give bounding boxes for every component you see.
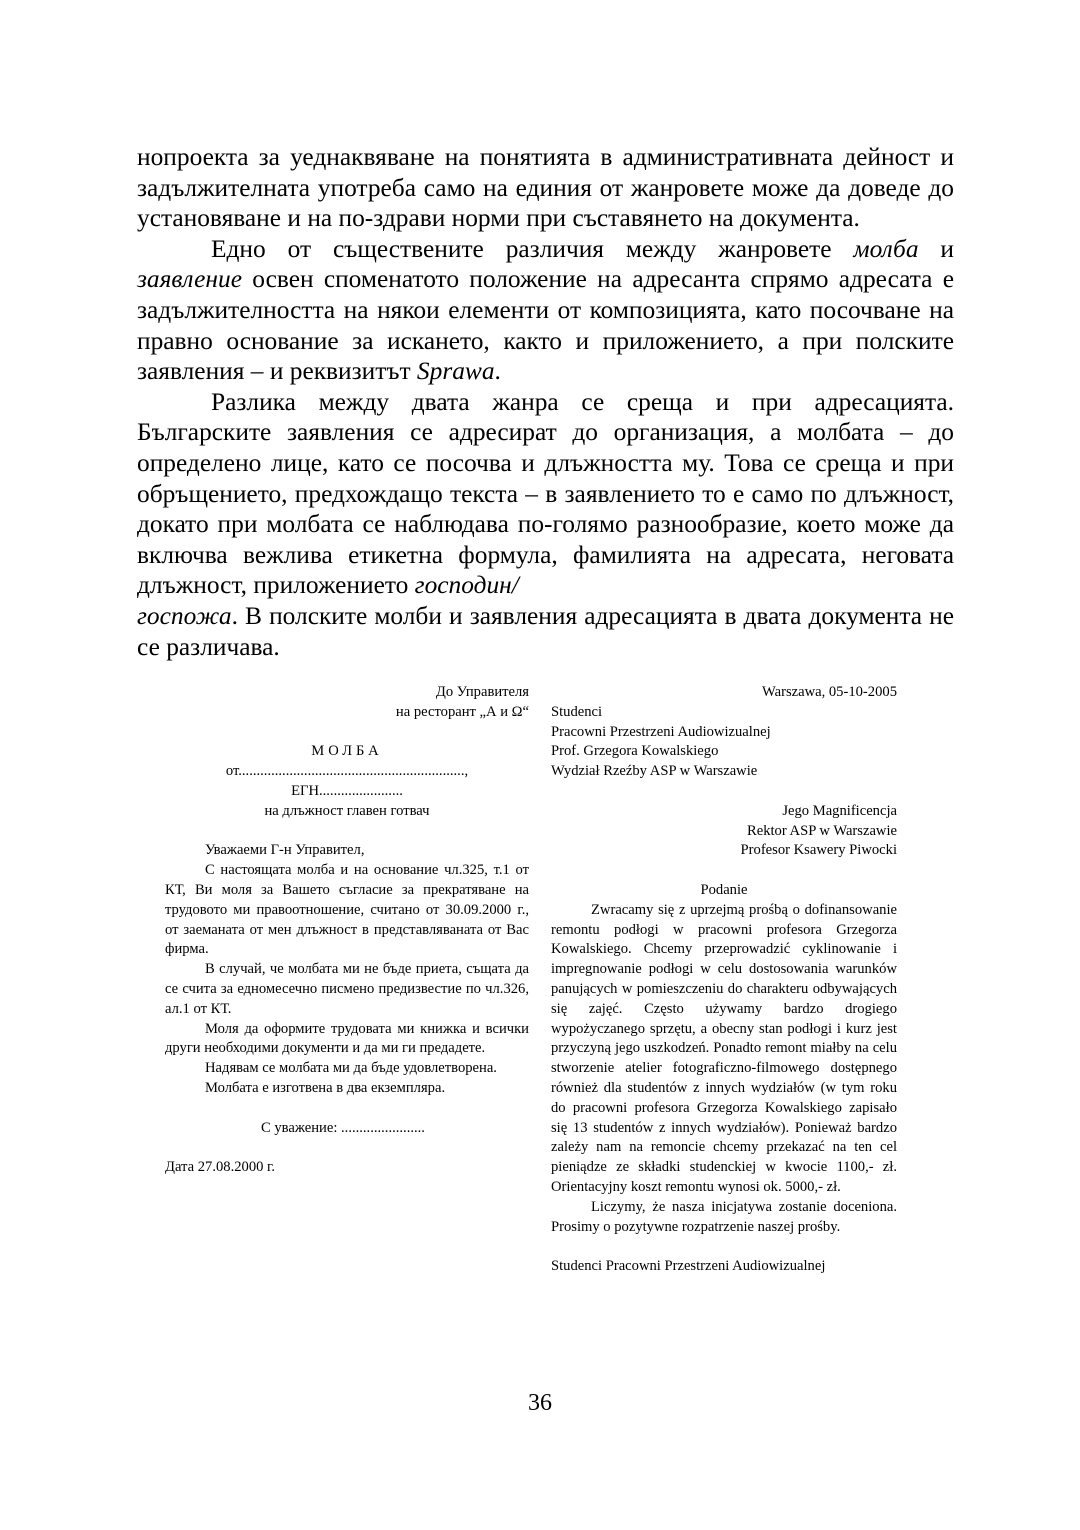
main-text	[137, 142, 954, 662]
pl-sender-1: Studenci	[551, 703, 603, 720]
page-number: 36	[528, 1390, 552, 1416]
bg-egn-line: ЕГН.......................	[291, 782, 403, 799]
p2-text-c: освен споменатото положение на адресанта спрямо адресата е задължителността на някои елементи от композицията, като посочване на правно основание за искането, както и приложението, а при полските заявления – и реквизитът	[137, 265, 954, 386]
example-documents	[165, 683, 900, 1373]
bg-para-5: Молбата е изготвена в два екземпляра.	[205, 1079, 446, 1096]
pl-sender-3: Prof. Grzegora Kowalskiego	[551, 743, 719, 760]
bg-from-line: от..............................................................,	[225, 763, 469, 780]
pl-title: Podanie	[700, 881, 748, 898]
polish-letter	[551, 683, 897, 1277]
pl-sender-2: Pracowni Przestrzeni Audiowizualnej	[551, 723, 771, 740]
p3-text-a: Разлика между двата жанра се среща и при адресацията. Българските заявления се адресират до организация, а молбата – до определено лице, като се посочва и длъжността му. Това се среща и при обръщението, предхождащо текста – в заявлението то е само по длъжност, докато при молбата се наблюдава по-голямо разнообразие, което може да включва вежлива етикетна формула, фамилията на адресата, неговата длъжност, приложението	[137, 387, 954, 600]
p2-text-b: и	[918, 234, 955, 263]
pl-recipient-1: Jego Magnificencja	[782, 802, 897, 819]
bg-closing: С уважение: .......................	[261, 1119, 425, 1136]
bg-title: МОЛБА	[311, 743, 383, 760]
bg-position-line: на длъжност главен готвач	[264, 802, 430, 819]
bg-para-1: С настоящата молба и на основание чл.325, т.1 от КТ, Ви моля за Вашето съгласие за прекратяване на трудовото ми правоотношение, считано от 30.09.2000 г., от заеманата от мен длъжност в представляваната от Вас фирма.	[165, 862, 529, 958]
bg-para-3: Моля да оформите трудовата ми книжка и всички други необходими документи и да ми ги предадете.	[165, 1020, 529, 1057]
paragraph-2	[137, 234, 954, 387]
pl-para-1: Zwracamy się z uprzejmą prośbą o dofinansowanie remontu podłogi w pracowni profesora Grzegorza Kowalskiego. Chcemy przeprowadzić cyklinowanie i impregnowanie podłogi w celu dostosowania warunków panujących w pomieszczeniu do charakteru odbywających się zajęć. Często używamy bardzo drogiego wypożyczanego sprzętu, a obecny stan podłogi i kurz jest przyczyną jego uszkodzeń. Ponadto remont miałby na celu stworzenie atelier fotograficzno-filmowego dostępnego również dla studentów z innych wydziałów (w tym roku do pracowni profesora Grzegorza Kowalskiego zapisało się 13 studentów z innych wydziałów). Ponieważ bardzo zależy nam na remoncie chcemy przekazać na ten cel pieniądze ze składki studenckiej w kwocie 1100,- zł. Orientacyjny koszt remontu wynosi ok. 5000,- zł.	[551, 901, 897, 1195]
p3-italic-gospozha: госпожа	[137, 601, 232, 630]
paragraph-3	[137, 387, 954, 662]
bg-date: Дата 27.08.2000 г.	[165, 1159, 276, 1176]
bg-addressee-1: До Управителя	[435, 684, 529, 700]
p2-italic-sprawa: Sprawa	[416, 357, 495, 386]
pl-signature: Studenci Pracowni Przestrzeni Audiowizualnej	[551, 1258, 826, 1275]
pl-para-2: Liczymy, że nasza inicjatywa zostanie doceniona. Prosimy o pozytywne rozpatrzenie naszej prośby.	[551, 1198, 897, 1235]
paragraph-1: нопроекта за уеднаквяване на понятията в административната дейност и задължителната употреба само на единия от жанровете може да доведе до установяване и на по-здрави норми при съставянето на документа.	[137, 143, 954, 233]
pl-sender-4: Wydział Rzeźby ASP w Warszawie	[551, 763, 758, 780]
p2-italic-molba: молба	[853, 234, 919, 263]
bg-salutation: Уважаеми Г-н Управител,	[205, 842, 365, 859]
p2-text-a: Едно от съществените различия между жанровете	[211, 234, 854, 263]
bulgarian-letter	[165, 683, 529, 1178]
pl-recipient-3: Profesor Ksawery Piwocki	[740, 842, 897, 859]
bg-para-2: В случай, че молбата ми не бъде приета, същата да се счита за едномесечно писмено предизвестие по чл.326, ал.1 от КТ.	[165, 961, 529, 1017]
bg-addressee-2: на ресторант „А и Ω“	[395, 703, 529, 720]
pl-recipient-2: Rektor ASP w Warszawie	[746, 822, 897, 839]
bg-para-4: Надявам се молбата ми да бъде удовлетворена.	[205, 1060, 497, 1077]
p2-italic-zayavlenie: заявление	[137, 265, 242, 294]
p3-italic-gospodin: господин/	[414, 571, 519, 600]
p2-text-d: .	[494, 357, 501, 386]
p3-text-b: . В полските молби и заявления адресацията в двата документа не се различава.	[137, 601, 954, 661]
pl-place-date: Warszawa, 05-10-2005	[762, 684, 897, 700]
